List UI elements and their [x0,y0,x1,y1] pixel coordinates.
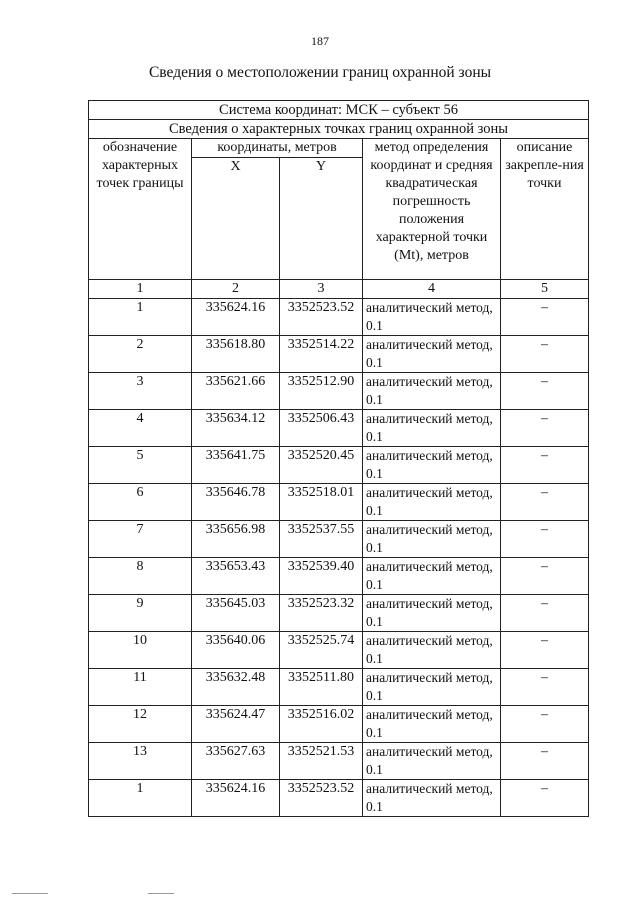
method-cell: аналитический метод, 0.1 [363,706,501,743]
x-coordinate-cell: 335632.48 [192,669,280,706]
header-x: X [192,158,280,280]
x-coordinate-cell: 335646.78 [192,484,280,521]
table-row [89,336,589,373]
point-designation-cell: 10 [89,632,192,669]
x-coordinate-cell: 335624.47 [192,706,280,743]
table-row [89,299,589,336]
table-row [89,743,589,780]
table-row [89,558,589,595]
method-cell: аналитический метод, 0.1 [363,373,501,410]
description-cell: – [501,595,589,632]
table-row [89,373,589,410]
header-y: Y [280,158,363,280]
method-cell: аналитический метод, 0.1 [363,780,501,817]
point-designation-cell: 9 [89,595,192,632]
y-coordinate-cell: 3352537.55 [280,521,363,558]
x-coordinate-cell: 335653.43 [192,558,280,595]
x-coordinate-cell: 335641.75 [192,447,280,484]
column-numbers-row [89,280,589,299]
x-coordinate-cell: 335624.16 [192,299,280,336]
description-cell: – [501,373,589,410]
description-cell: – [501,299,589,336]
coordinate-system-row: Система координат: МСК – субъект 56 [89,101,589,120]
table-row [89,780,589,817]
method-cell: аналитический метод, 0.1 [363,595,501,632]
x-coordinate-cell: 335621.66 [192,373,280,410]
description-cell: – [501,521,589,558]
table-row [89,447,589,484]
page-number: 187 [311,34,329,48]
method-cell: аналитический метод, 0.1 [363,743,501,780]
method-cell: аналитический метод, 0.1 [363,484,501,521]
header-point-designation: обозначение характерных точек границы [89,139,192,280]
column-number: 1 [89,280,192,299]
y-coordinate-cell: 3352523.32 [280,595,363,632]
description-cell: – [501,336,589,373]
y-coordinate-cell: 3352525.74 [280,632,363,669]
point-designation-cell: 12 [89,706,192,743]
description-cell: – [501,558,589,595]
x-coordinate-cell: 335656.98 [192,521,280,558]
x-coordinate-cell: 335634.12 [192,410,280,447]
header-method: метод определения координат и средняя квадратическая погрешность положения характерной точки (Mt), метров [363,139,501,280]
y-coordinate-cell: 3352523.52 [280,299,363,336]
footer-mark-right [148,893,174,894]
x-coordinate-cell: 335618.80 [192,336,280,373]
table-row [89,410,589,447]
method-cell: аналитический метод, 0.1 [363,558,501,595]
y-coordinate-cell: 3352521.53 [280,743,363,780]
point-designation-cell: 8 [89,558,192,595]
point-designation-cell: 11 [89,669,192,706]
table-row [89,632,589,669]
column-number: 4 [363,280,501,299]
header-description: описание закрепле-ния точки [501,139,589,280]
description-cell: – [501,706,589,743]
point-designation-cell: 2 [89,336,192,373]
y-coordinate-cell: 3352514.22 [280,336,363,373]
section-title-row: Сведения о характерных точках границ охранной зоны [89,120,589,139]
description-cell: – [501,632,589,669]
description-cell: – [501,743,589,780]
y-coordinate-cell: 3352511.80 [280,669,363,706]
table-row [89,595,589,632]
point-designation-cell: 1 [89,780,192,817]
column-number: 5 [501,280,589,299]
method-cell: аналитический метод, 0.1 [363,521,501,558]
y-coordinate-cell: 3352506.43 [280,410,363,447]
footer-mark-left [12,893,48,894]
y-coordinate-cell: 3352523.52 [280,780,363,817]
description-cell: – [501,410,589,447]
point-designation-cell: 7 [89,521,192,558]
column-number: 2 [192,280,280,299]
method-cell: аналитический метод, 0.1 [363,632,501,669]
y-coordinate-cell: 3352512.90 [280,373,363,410]
table-row [89,521,589,558]
y-coordinate-cell: 3352539.40 [280,558,363,595]
point-designation-cell: 4 [89,410,192,447]
method-cell: аналитический метод, 0.1 [363,336,501,373]
point-designation-cell: 3 [89,373,192,410]
column-number: 3 [280,280,363,299]
x-coordinate-cell: 335627.63 [192,743,280,780]
point-designation-cell: 5 [89,447,192,484]
document-title: Сведения о местоположении границ охранной зоны [148,64,492,81]
description-cell: – [501,447,589,484]
description-cell: – [501,484,589,521]
table-row [89,669,589,706]
point-designation-cell: 13 [89,743,192,780]
method-cell: аналитический метод, 0.1 [363,299,501,336]
y-coordinate-cell: 3352518.01 [280,484,363,521]
x-coordinate-cell: 335640.06 [192,632,280,669]
header-coordinates-group: координаты, метров [192,139,363,158]
x-coordinate-cell: 335624.16 [192,780,280,817]
method-cell: аналитический метод, 0.1 [363,669,501,706]
y-coordinate-cell: 3352516.02 [280,706,363,743]
description-cell: – [501,780,589,817]
description-cell: – [501,669,589,706]
x-coordinate-cell: 335645.03 [192,595,280,632]
table-row [89,706,589,743]
point-designation-cell: 6 [89,484,192,521]
boundary-points-table [88,100,589,817]
method-cell: аналитический метод, 0.1 [363,410,501,447]
point-designation-cell: 1 [89,299,192,336]
method-cell: аналитический метод, 0.1 [363,447,501,484]
table-row [89,484,589,521]
y-coordinate-cell: 3352520.45 [280,447,363,484]
